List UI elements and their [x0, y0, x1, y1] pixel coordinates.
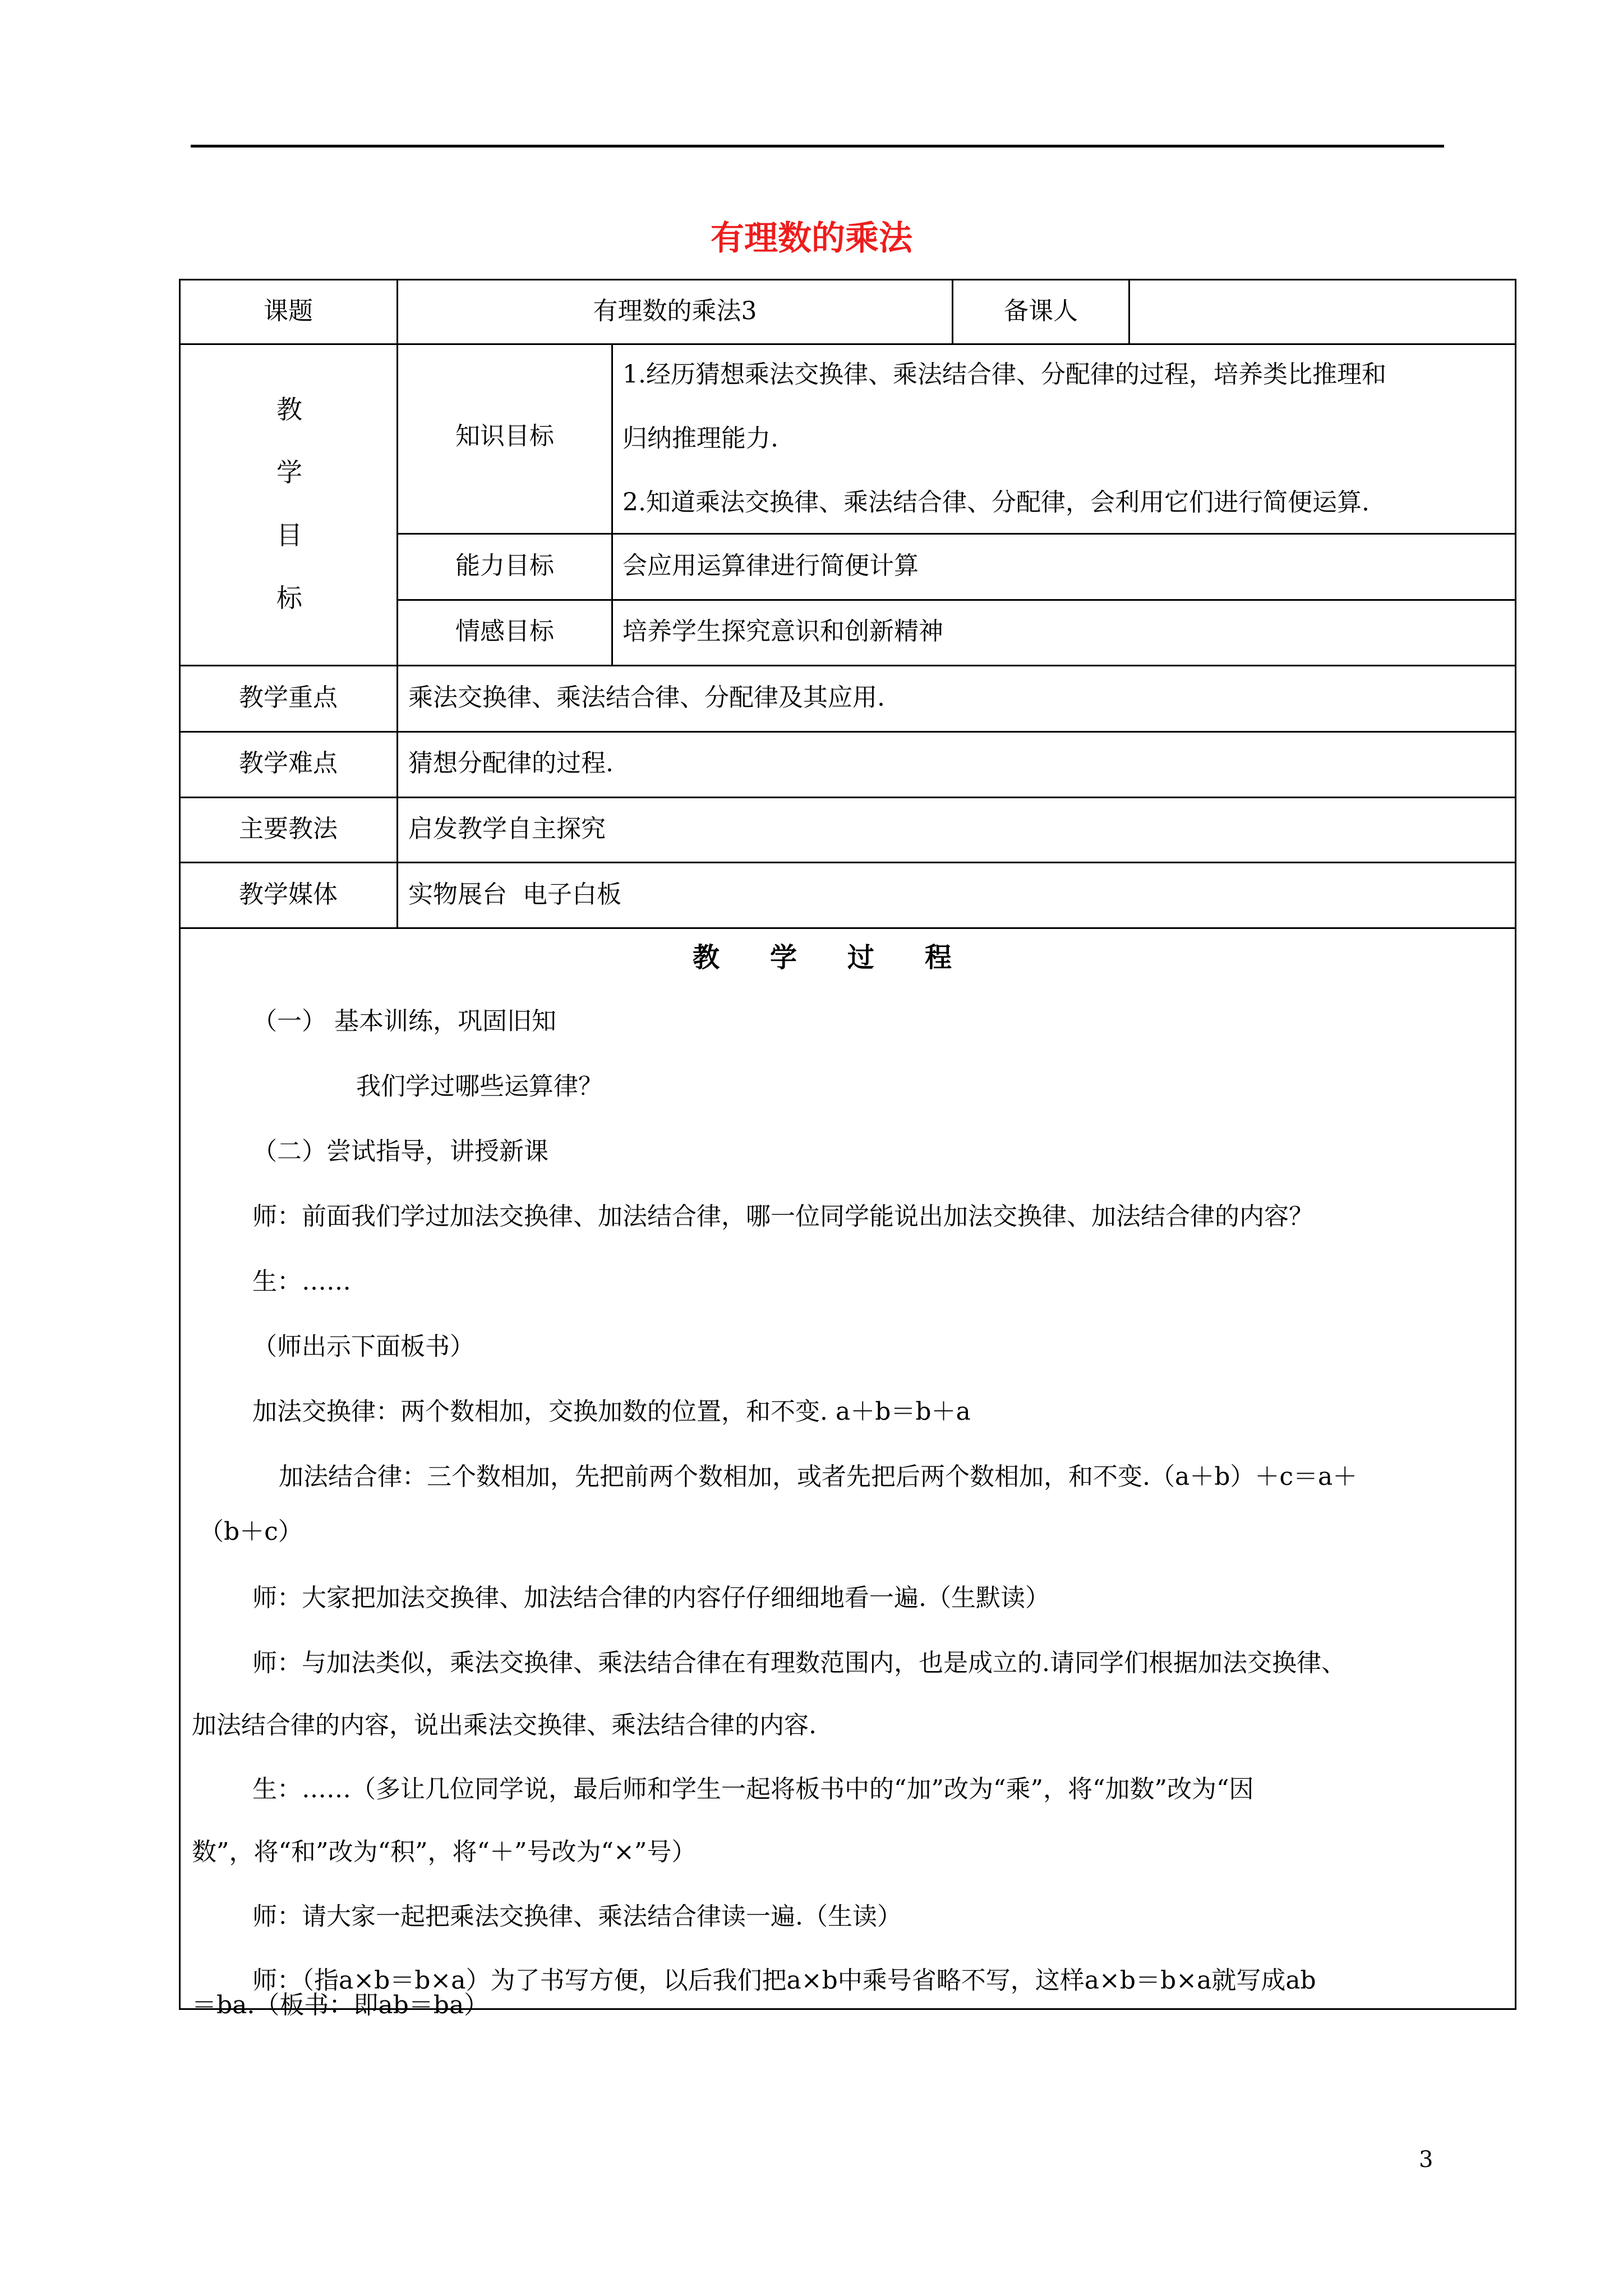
media-value: 实物展台 电子白板 [408, 880, 621, 909]
key-points-label: 教学重点 [239, 683, 338, 712]
goals-label-char: 教 [276, 394, 302, 425]
knowledge-line: 1.经历猜想乘法交换律、乘法结合律、分配律的过程，培养类比推理和 [623, 360, 1386, 389]
table-row-divider [179, 927, 1516, 929]
process-line: （二）尝试指导，讲授新课 [252, 1137, 548, 1166]
knowledge-line: 归纳推理能力. [623, 424, 778, 453]
header-rule [191, 145, 1444, 148]
key-points-value: 乘法交换律、乘法结合律、分配律及其应用. [408, 683, 885, 712]
process-line: 师：（指a×b＝b×a）为了书写方便，以后我们把a×b中乘号省略不写，这样a×b＝b×a就写成ab [252, 1966, 1316, 1995]
preparer-label: 备课人 [1004, 297, 1078, 325]
process-line: （师出示下面板书） [252, 1332, 474, 1361]
difficulty-value: 猜想分配律的过程. [408, 749, 614, 777]
table-row-divider [179, 797, 1516, 798]
goals-label-char: 学 [276, 457, 302, 487]
process-line: 生：……（多让几位同学说，最后师和学生一起将板书中的“加”改为“乘”，将“加数”改为“因 [252, 1775, 1254, 1803]
table-col-divider [611, 343, 613, 665]
process-line: 生：…… [252, 1267, 351, 1296]
process-line: 加法结合律的内容，说出乘法交换律、乘法结合律的内容. [192, 1711, 817, 1740]
process-line: ＝ba.（板书：即ab＝ba） [192, 1991, 489, 2019]
process-heading: 教学过程 [692, 942, 1002, 973]
difficulty-label: 教学难点 [239, 749, 338, 777]
emotion-value: 培养学生探究意识和创新精神 [623, 617, 943, 646]
method-label: 主要教法 [239, 815, 338, 843]
method-value: 启发教学自主探究 [408, 815, 606, 843]
document-title: 有理数的乘法 [711, 219, 912, 258]
table-row-divider [179, 731, 1516, 733]
topic-value: 有理数的乘法3 [593, 297, 757, 325]
process-line: 师：大家把加法交换律、加法结合律的内容仔仔细细地看一遍.（生默读） [252, 1584, 1050, 1612]
process-line: 师：请大家一起把乘法交换律、乘法结合律读一遍.（生读） [252, 1902, 902, 1931]
table-border-top [179, 279, 1516, 280]
ability-label: 能力目标 [455, 551, 554, 580]
media-label: 教学媒体 [239, 880, 338, 909]
emotion-label: 情感目标 [455, 617, 554, 646]
table-row-divider [179, 343, 1516, 345]
process-line: 师：与加法类似，乘法交换律、乘法结合律在有理数范围内，也是成立的.请同学们根据加法交换律、 [252, 1649, 1346, 1677]
ability-value: 会应用运算律进行简便计算 [623, 551, 919, 580]
goals-label-char: 标 [276, 583, 302, 613]
knowledge-line: 2.知道乘法交换律、乘法结合律、分配律，会利用它们进行简便运算. [623, 488, 1370, 517]
table-row-divider [396, 533, 1516, 535]
process-line: （一） 基本训练，巩固旧知 [252, 1007, 556, 1036]
goals-label-char: 目 [276, 520, 302, 550]
table-row-divider [179, 862, 1516, 863]
table-row-divider [396, 599, 1516, 601]
page-number: 3 [1419, 2147, 1433, 2173]
process-line: 加法交换律：两个数相加，交换加数的位置，和不变. a＋b＝b＋a [252, 1397, 971, 1426]
process-line: （b＋c） [199, 1517, 303, 1546]
process-line: 加法结合律：三个数相加，先把前两个数相加，或者先把后两个数相加，和不变.（a＋b）＋c＝a＋ [279, 1462, 1358, 1491]
table-col-divider [1128, 279, 1130, 343]
process-line: 师：前面我们学过加法交换律、加法结合律，哪一位同学能说出加法交换律、加法结合律的内容？ [252, 1202, 1313, 1231]
process-line: 数”，将“和”改为“积”，将“＋”号改为“×”号） [192, 1838, 697, 1866]
knowledge-label: 知识目标 [455, 422, 554, 450]
process-line: 我们学过哪些运算律？ [356, 1072, 603, 1101]
table-border-right [1515, 279, 1516, 2010]
topic-label: 课题 [264, 297, 313, 325]
table-row-divider [179, 665, 1516, 666]
